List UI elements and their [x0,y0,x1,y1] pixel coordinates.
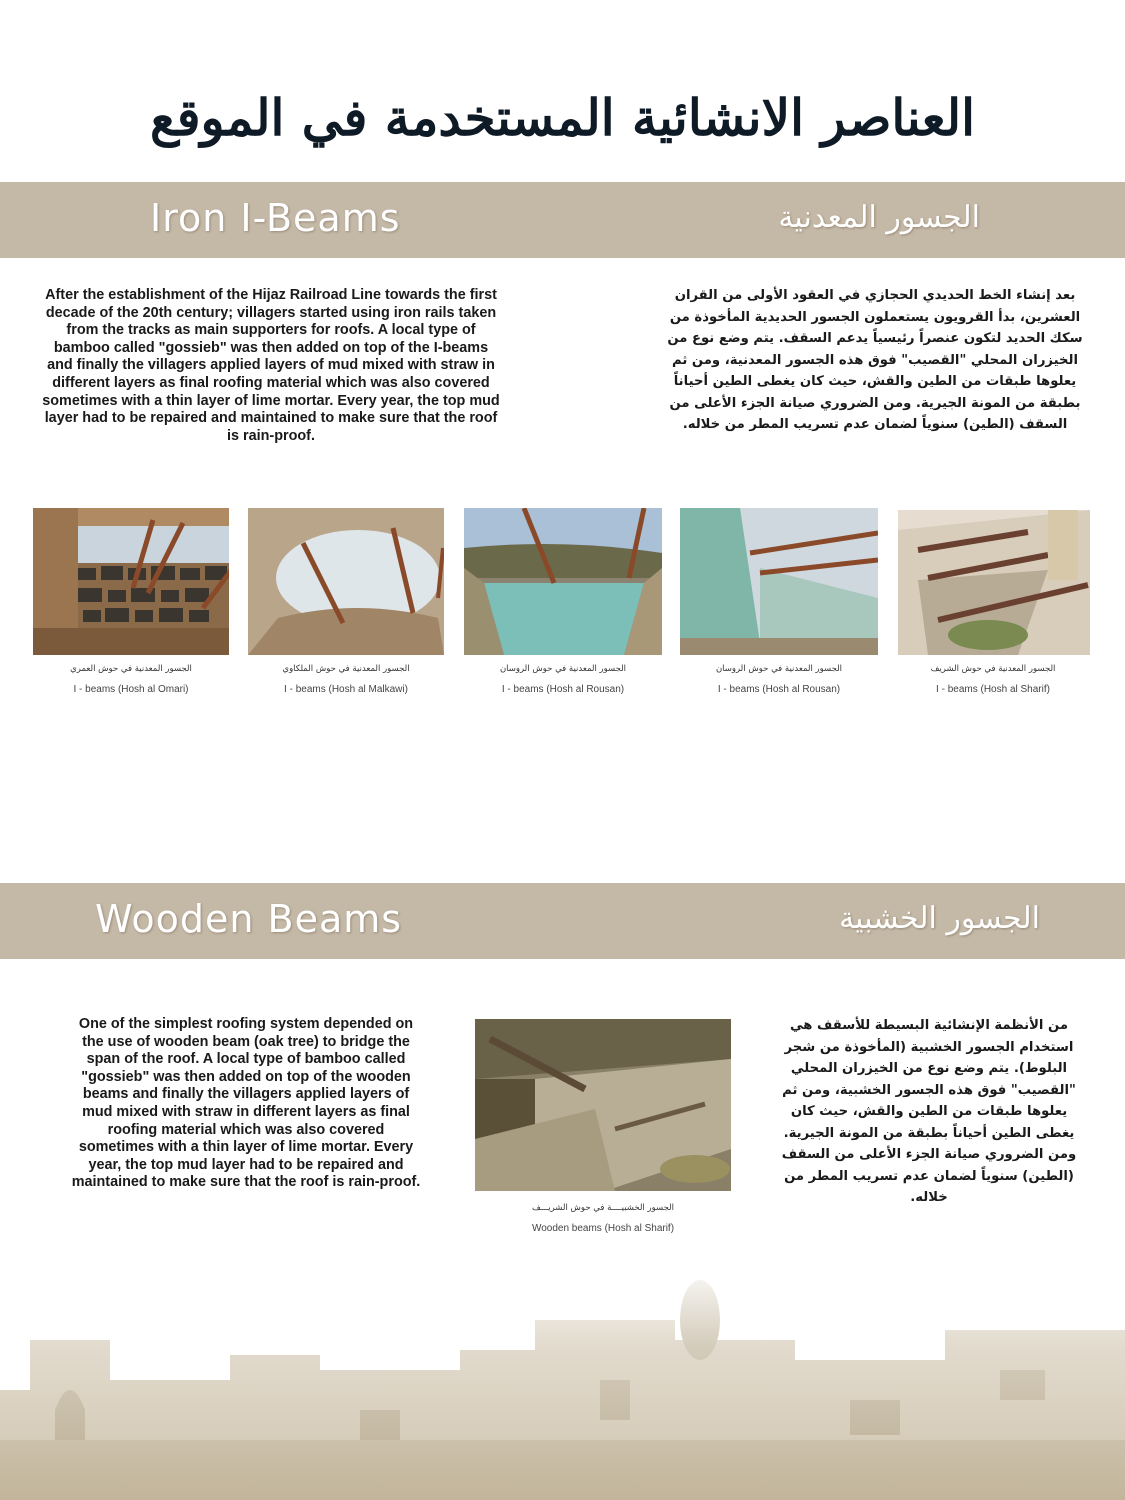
photo-wooden-beams-hosh-al-sharif [475,1019,731,1191]
caption-en: I - beams (Hosh al Malkawi) [284,684,408,695]
caption-ar: الجسور المعدنية في حوش الشريف [930,664,1056,674]
wooden-beams-heading-en: Wooden Beams [95,897,403,941]
iron-beams-heading-ar: الجسور المعدنية [778,200,980,235]
iron-beams-text-en: After the establishment of the Hijaz Railroad Line towards the first decade of the 20th century; villagers started using iron rails taken from the tracks as main supporters for roofs. A local type of bamboo called "gossieb" was then added on top of the I-beams and finally the villagers applied layers of mud mixed with straw in different layers as final roofing material which was also covered sometimes with a thin layer of lime mortar. Every year, the top mud layer had to be repaired and maintained to make sure that the roof is rain-proof. [42,287,500,444]
village-skyline-image [0,1260,1125,1500]
caption-en: I - beams (Hosh al Sharif) [936,684,1050,695]
iron-beams-header-band [0,182,1125,258]
iron-beams-heading-en: Iron I-Beams [150,196,401,240]
caption-hosh-al-rousan-1 [463,664,663,695]
wooden-beams-text-ar: من الأنظمة الإنشائية البسيطة للأسقف هي استخدام الجسور الخشبية (المأخوذة من شجر البلوط). يتم وضع نوع من الخيزران المحلي "القصيب" فوق هذه الجسور الخشبية، ومن ثم يعلوها طبقات من الطين والقش، حيث كان يغطى الطين أحياناً بطبقة من المونة الجيرية. ومن الضروري صيانة الجزء الأعلى من السقف (الطين) سنوياً لضمان عدم تسريب المطر من خلاله. [781,1018,1077,1205]
caption-ar: الجسور الخشبيــــة في حوش الشريـــف [531,1203,675,1213]
caption-en: I - beams (Hosh al Rousan) [717,684,841,695]
caption-ar: الجسور المعدنية في حوش الروسان [715,664,843,674]
caption-en: I - beams (Hosh al Rousan) [501,684,625,695]
photo-hosh-al-malkawi [248,508,444,655]
caption-en: Wooden beams (Hosh al Sharif) [531,1223,675,1234]
caption-hosh-al-malkawi [246,664,446,695]
wooden-beams-heading-ar: الجسور الخشبية [839,901,1040,936]
caption-wooden-beams [503,1203,703,1234]
caption-ar: الجسور المعدنية في حوش الروسان [499,664,627,674]
photo-hosh-al-rousan-2 [680,508,878,655]
photo-hosh-al-sharif [898,510,1090,655]
page-title: العناصر الانشائية المستخدمة في الموقع [150,88,975,147]
wooden-beams-text-en: One of the simplest roofing system depended on the use of wooden beam (oak tree) to bridge the span of the roof. A local type of bamboo called "gossieb" was then added on top of the wooden beams and finally the villagers applied layers of mud mixed with straw in different layers as final roofing material which was also covered sometimes with a thin layer of lime mortar. Every year, the top mud layer had to be repaired and maintained to make sure that the roof is rain-proof. [71,1016,421,1191]
caption-ar: الجسور المعدنية في حوش الملكاوي [282,664,410,674]
photo-hosh-al-omari [33,508,229,655]
caption-hosh-al-rousan-2 [679,664,879,695]
wooden-beams-header-band [0,883,1125,959]
caption-hosh-al-omari [31,664,231,695]
photo-hosh-al-rousan-1 [464,508,662,655]
caption-ar: الجسور المعدنية في حوش العمري [70,664,192,674]
caption-hosh-al-sharif [893,664,1093,695]
caption-en: I - beams (Hosh al Omari) [73,684,189,695]
iron-beams-text-ar: بعد إنشاء الخط الحديدي الحجازي في العقود الأولى من القران العشرين، بدأ القرويون يستعملون الجسور الحديدية المأخوذة من سكك الحديد لتكون عنصراً رئيسياً يدعم السقف. يتم وضع نوع من الخيزران المحلي "القصيب" فوق هذه الجسور المعدنية، ومن ثم يعلوها طبقات من الطين والقش، حيث كان يغطى الطين أحياناً بطبقة من المونة الجيرية. ومن الضروري صيانة الجزء الأعلى من السقف (الطين) سنوياً لضمان عدم تسريب المطر من خلاله. [667,288,1083,432]
